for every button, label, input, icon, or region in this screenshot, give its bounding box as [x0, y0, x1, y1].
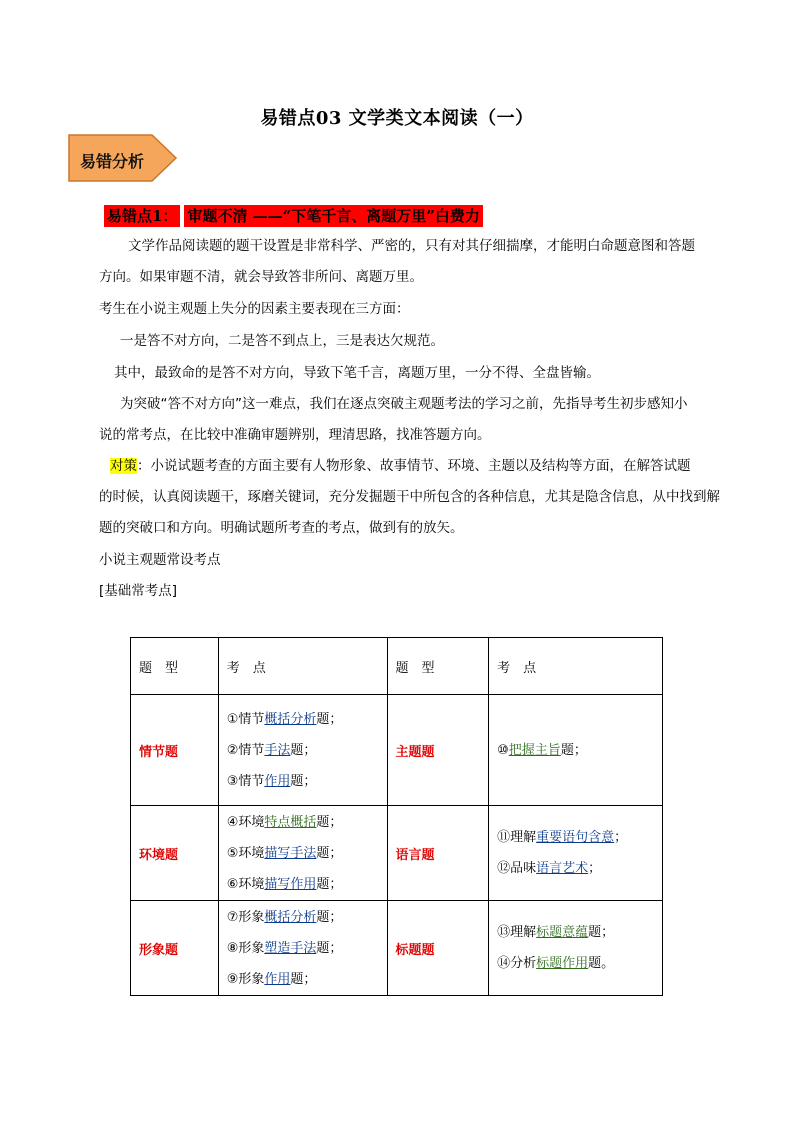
type-cell: 环境题 — [131, 806, 219, 901]
page-title: 易错点03 文学类文本阅读（一） — [260, 108, 534, 129]
type-cell: 情节题 — [131, 695, 219, 806]
error-point-text: 审题不清 ——“下笔千言、离题万里”白费力 — [184, 205, 482, 227]
section-label: 易错分析 — [80, 152, 145, 171]
point-item: ⑥环境描写作用题； — [226, 876, 343, 892]
table-row — [131, 695, 663, 806]
points-cell — [489, 695, 663, 806]
paragraph-6-line-2: 的时候，认真阅读题干，琢磨关键词，充分发掘题干中所包含的各种信息，尤其是隐含信息，从中找到解 — [99, 489, 720, 505]
point-item: ⑨形象作用题； — [226, 971, 317, 987]
header-point-1: 考 点 — [218, 638, 387, 695]
points-cell — [489, 901, 663, 996]
paragraph-1-line-1: 文学作品阅读题的题干设置是非常科学、严密的，只有对其仔细揣摩，才能明白命题意图和答题 — [128, 238, 695, 254]
type-cell: 标题题 — [387, 901, 489, 996]
paragraph-3: 一是答不对方向，二是答不到点上，三是表达欠规范。 — [120, 333, 444, 349]
type-cell: 语言题 — [387, 806, 489, 901]
paragraph-5-line-1: 为突破“答不对方向”这一难点，我们在逐点突破主观题考法的学习之前，先指导考生初步感知小 — [120, 396, 688, 412]
table-row — [131, 806, 663, 901]
strategy-text: ：小说试题考查的方面主要有人物形象、故事情节、环境、主题以及结构等方面，在解答试题 — [137, 458, 691, 474]
header-point-2: 考 点 — [489, 638, 663, 695]
error-point-banner — [104, 205, 483, 227]
header-type-2: 题 型 — [387, 638, 489, 695]
point-item: ⑤环境描写手法题； — [226, 845, 343, 861]
point-item: ⑦形象概括分析题； — [226, 909, 343, 925]
paragraph-8: [基础常考点] — [99, 583, 178, 599]
header-type-1: 题 型 — [131, 638, 219, 695]
point-item: ⑩把握主旨题； — [497, 742, 587, 758]
point-item: ⑧形象塑造手法题； — [226, 940, 343, 956]
point-item: ①情节概括分析题； — [226, 711, 343, 727]
paragraph-6-line-3: 题的突破口和方向。明确试题所考查的考点，做到有的放矢。 — [99, 520, 464, 536]
paragraph-1-line-2: 方向。如果审题不清，就会导致答非所问、离题万里。 — [99, 269, 423, 285]
table-header-row — [131, 638, 663, 695]
paragraph-4: 其中，最致命的是答不对方向，导致下笔千言，离题万里，一分不得、全盘皆输。 — [114, 365, 600, 381]
table-row — [131, 901, 663, 996]
strategy-label: 对策 — [110, 458, 137, 474]
point-item: ⑫品味语言艺术； — [497, 861, 602, 876]
points-cell — [218, 806, 387, 901]
type-cell: 形象题 — [131, 901, 219, 996]
points-cell — [489, 806, 663, 901]
point-item: ②情节手法题； — [226, 742, 317, 758]
error-point-label: 易错点1： — [104, 205, 180, 227]
paragraph-6-line-1 — [110, 451, 691, 482]
paragraph-2: 考生在小说主观题上失分的因素主要表现在三方面： — [99, 301, 410, 317]
key-points-table — [130, 637, 663, 996]
point-item: ⑭分析标题作用题。 — [497, 956, 615, 971]
point-item: ③情节作用题； — [226, 773, 317, 789]
type-cell: 主题题 — [387, 695, 489, 806]
points-cell — [218, 695, 387, 806]
point-item: ⑪理解重要语句含意； — [497, 830, 628, 845]
paragraph-5-line-2: 说的常考点，在比较中准确审题辨别，理清思路，找准答题方向。 — [99, 427, 491, 443]
section-badge — [66, 132, 180, 184]
point-item: ⑬理解标题意蕴题； — [497, 925, 615, 940]
paragraph-7: 小说主观题常设考点 — [99, 552, 221, 568]
point-item: ④环境特点概括题； — [226, 814, 343, 830]
points-cell — [218, 901, 387, 996]
